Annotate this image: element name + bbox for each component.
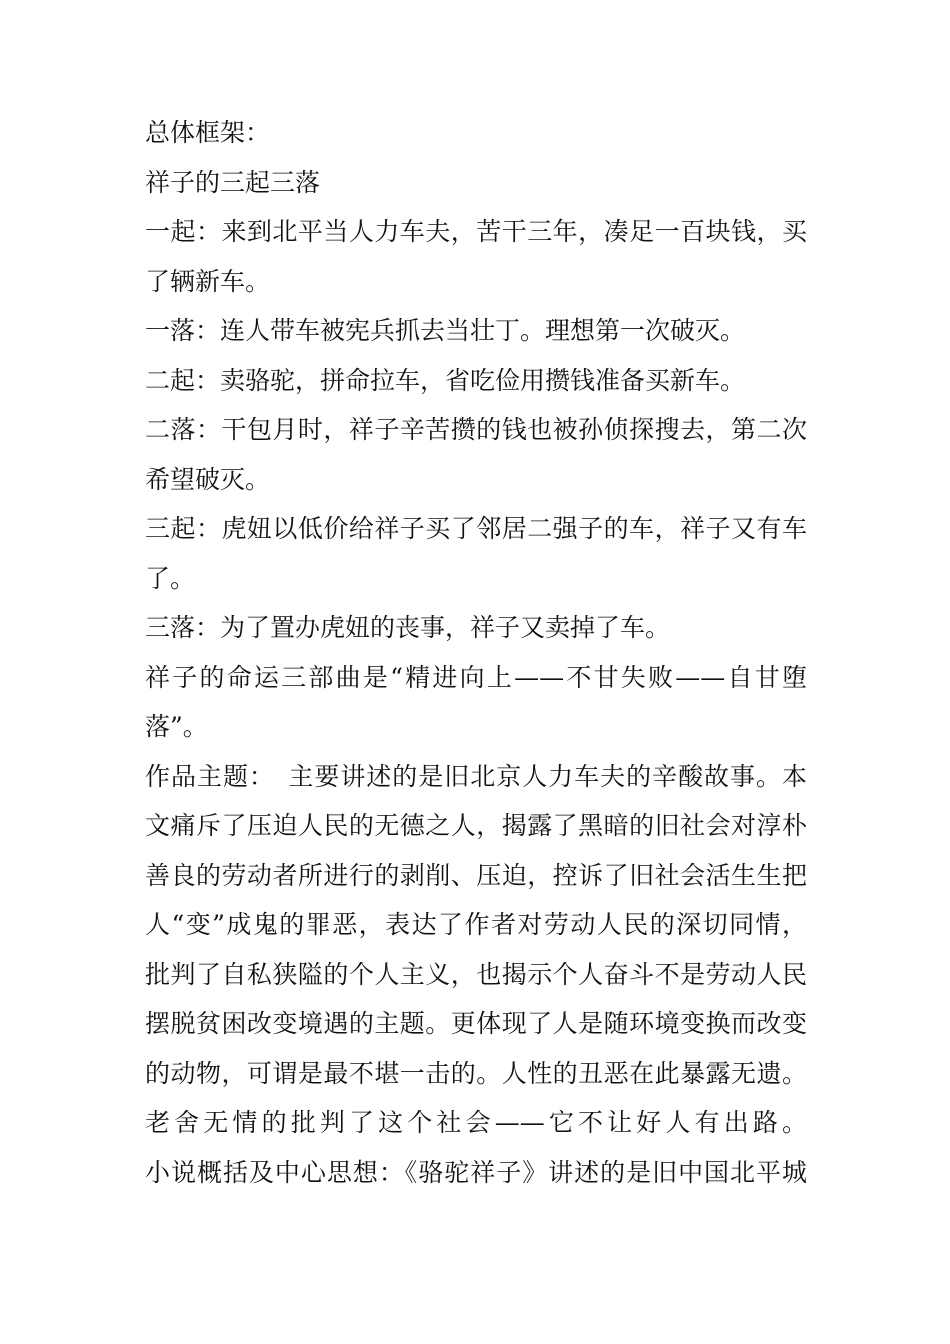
first-rise-line-2: 了辆新车。 [145,266,271,296]
fate-trilogy-line-2: 落”。 [145,712,208,741]
theme-paragraph-line-5: 批判了自私狭隘的个人主义，也揭示个人奋斗不是劳动人民 [145,959,807,989]
third-rise-line-1: 三起：虎妞以低价给祥子买了邻居二强子的车，祥子又有车 [145,514,807,543]
theme-paragraph-line-2: 文痛斥了压迫人民的无德之人，揭露了黑暗的旧社会对淳朴 [145,811,807,840]
second-rise: 二起：卖骆驼，拼命拉车，省吃俭用攒钱准备买新车。 [145,365,746,395]
third-rise-line-2: 了。 [145,563,196,593]
first-fall: 一落：连人带车被宪兵抓去当壮丁。理想第一次破灭。 [145,316,746,345]
summary-line-1: 小说概括及中心思想：《骆驼祥子》讲述的是旧中国北平城 [145,1157,807,1187]
first-rise-line-1: 一起：来到北平当人力车夫，苦干三年，凑足一百块钱，买 [145,217,807,246]
theme-paragraph-line-4: 人“变”成鬼的罪恶，表达了作者对劳动人民的深切同情， [145,910,807,939]
framework-heading: 总体框架： [145,118,271,147]
theme-paragraph-line-3: 善良的劳动者所进行的剥削、压迫，控诉了旧社会活生生把 [145,860,807,890]
theme-paragraph-line-8: 老舍无情的批判了这个社会——它不让好人有出路。 [145,1108,807,1137]
theme-paragraph-line-7: 的动物，可谓是最不堪一击的。人性的丑恶在此暴露无遗。 [145,1058,807,1088]
document-body [145,108,807,1197]
second-fall-line-2: 希望破灭。 [145,464,271,494]
third-fall: 三落：为了置办虎妞的丧事，祥子又卖掉了车。 [145,613,671,642]
second-fall-line-1: 二落：干包月时，祥子辛苦攒的钱也被孙侦探搜去，第二次 [145,415,807,444]
fate-trilogy-line-1: 祥子的命运三部曲是“精进向上——不甘失败——自甘堕 [145,662,807,692]
theme-paragraph-line-1: 作品主题： 主要讲述的是旧北京人力车夫的辛酸故事。本 [145,761,807,791]
theme-paragraph-line-6: 摆脱贫困改变境遇的主题。更体现了人是随环境变换而改变 [145,1009,807,1038]
three-rises-three-falls-title: 祥子的三起三落 [145,167,321,197]
